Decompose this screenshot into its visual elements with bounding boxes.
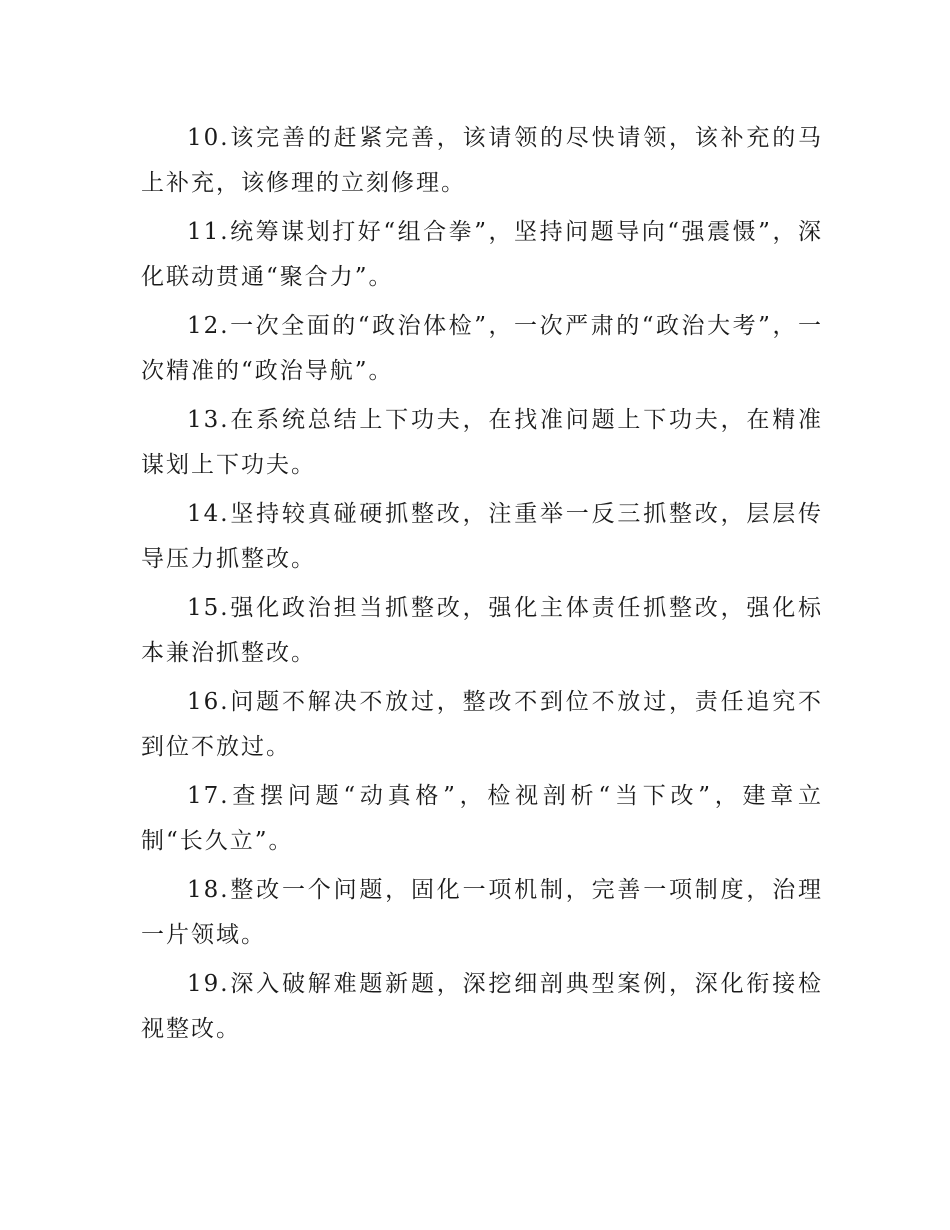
list-item: 19.深入破解难题新题，深挖细剖典型案例，深化衔接检视整改。 bbox=[141, 971, 823, 1042]
list-item: 12.一次全面的“政治体检”，一次严肃的“政治大考”，一次精准的“政治导航”。 bbox=[141, 313, 823, 384]
list-item: 16.问题不解决不放过，整改不到位不放过，责任追究不到位不放过。 bbox=[141, 689, 823, 760]
list-item: 11.统筹谋划打好“组合拳”，坚持问题导向“强震慑”，深化联动贯通“聚合力”。 bbox=[141, 219, 823, 290]
list-item: 15.强化政治担当抓整改，强化主体责任抓整改，强化标本兼治抓整改。 bbox=[141, 595, 823, 666]
list-item: 10.该完善的赶紧完善，该请领的尽快请领，该补充的马上补充，该修理的立刻修理。 bbox=[141, 125, 823, 196]
list-item: 13.在系统总结上下功夫，在找准问题上下功夫，在精准谋划上下功夫。 bbox=[141, 407, 823, 478]
list-item: 18.整改一个问题，固化一项机制，完善一项制度，治理一片领域。 bbox=[141, 877, 823, 948]
document-body bbox=[141, 116, 823, 1056]
list-item: 17.查摆问题“动真格”，检视剖析“当下改”，建章立制“长久立”。 bbox=[141, 783, 823, 854]
list-item: 14.坚持较真碰硬抓整改，注重举一反三抓整改，层层传导压力抓整改。 bbox=[141, 501, 823, 572]
